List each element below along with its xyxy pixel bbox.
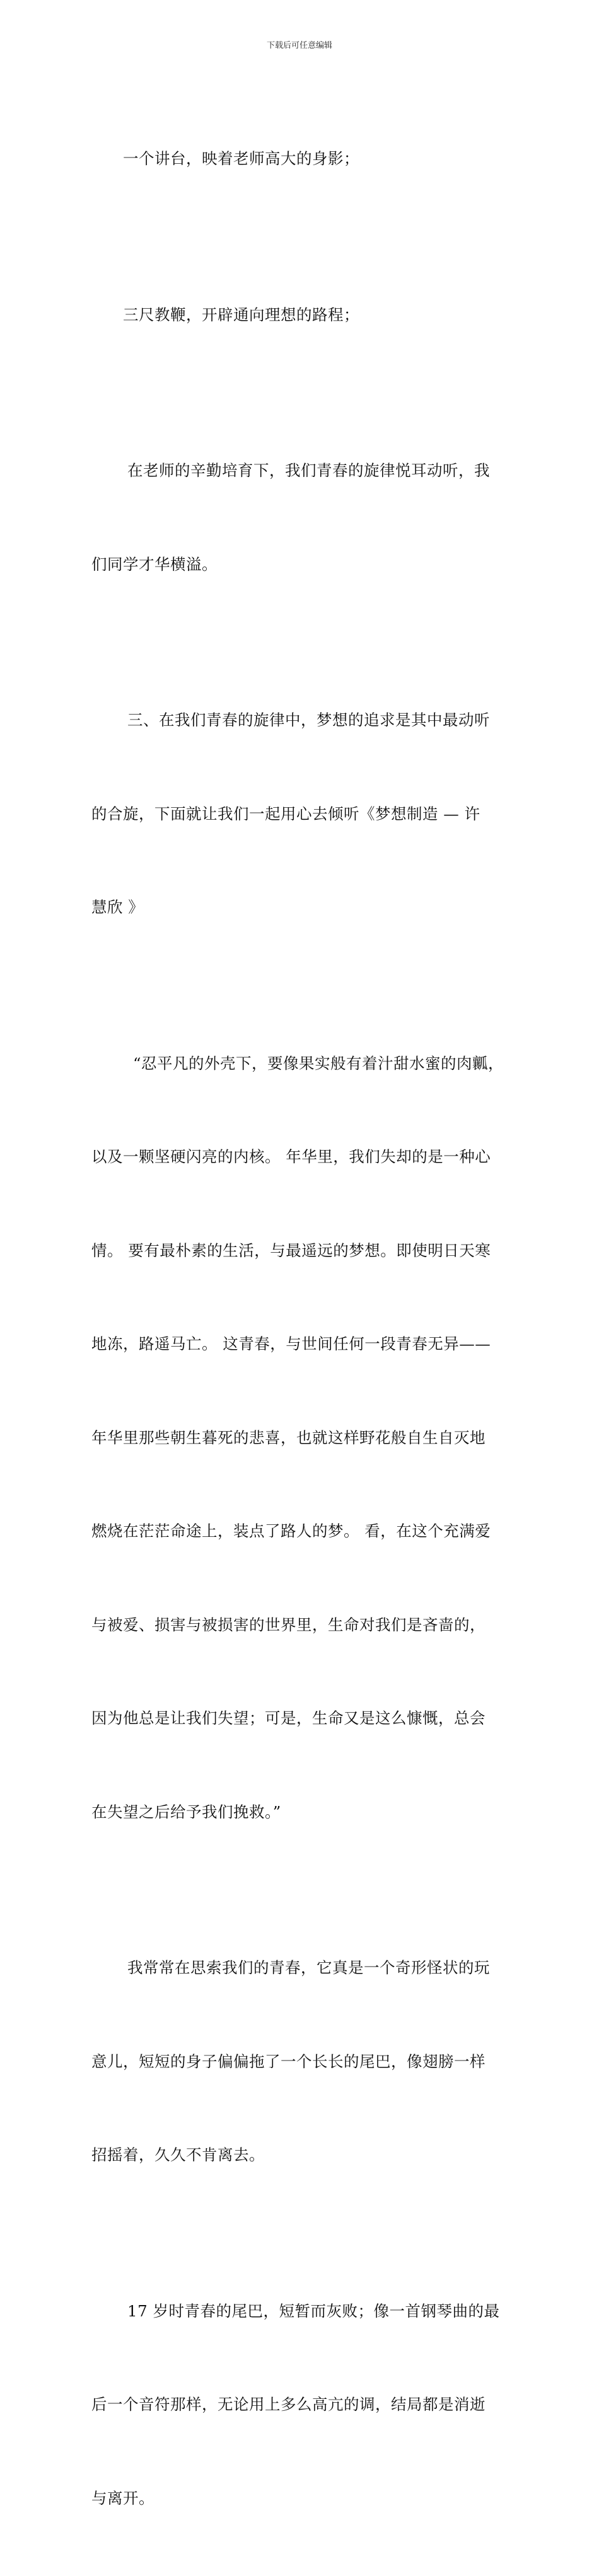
text-line: 年华里那些朝生暮死的悲喜，也就这样野花般自生自灭地 <box>91 1422 509 1454</box>
text-line: 在老师的辛勤培育下，我们青春的旋律悦耳动听，我 <box>91 455 509 486</box>
paragraph-6 <box>91 1890 509 2233</box>
text-line: 的合旋，下面就让我们一起用心去倾听《梦想制造 — 许 <box>91 798 509 830</box>
document-body <box>91 81 509 2576</box>
text-line: 一个讲台，映着老师高大的身影； <box>91 143 509 175</box>
paragraph-1 <box>91 81 509 237</box>
text-line: “忍平凡的外壳下，要像果实般有着汁甜水蜜的肉瓤， <box>91 1048 509 1079</box>
paragraph-5 <box>91 986 509 1890</box>
text-line: 意儿，短短的身子偏偏拖了一个长长的尾巴，像翅膀一样 <box>91 2046 509 2078</box>
text-line: 17 岁时青春的尾巴，短暂而灰败；像一首钢琴曲的最 <box>91 2296 509 2327</box>
text-line: 招摇着，久久不肯离去。 <box>91 2139 509 2171</box>
text-line: 我常常在思索我们的青春，它真是一个奇形怪状的玩 <box>91 1952 509 1984</box>
text-line: 三尺教鞭，开辟通向理想的路程； <box>91 299 509 331</box>
text-line: 们同学才华横溢。 <box>91 549 509 580</box>
text-line: 因为他总是让我们失望；可是，生命又是这么慷慨，总会 <box>91 1703 509 1734</box>
text-line: 与离开。 <box>91 2483 509 2514</box>
text-line: 三、在我们青春的旋律中，梦想的追求是其中最动听 <box>91 704 509 736</box>
text-line: 情。 要有最朴素的生活，与最遥远的梦想。即使明日天寒 <box>91 1235 509 1267</box>
paragraph-2 <box>91 237 509 393</box>
document-page <box>0 0 599 847</box>
text-line: 地冻，路遥马亡。 这青春，与世间任何一段青春无异—— <box>91 1328 509 1360</box>
text-line: 以及一颗坚硬闪亮的内核。 年华里，我们失却的是一种心 <box>91 1141 509 1173</box>
page-header: 下载后可任意编辑 <box>0 40 599 52</box>
paragraph-3 <box>91 393 509 642</box>
text-line: 慧欣 》 <box>91 892 509 923</box>
text-line: 与被爱、损害与被损害的世界里，生命对我们是吝啬的， <box>91 1609 509 1641</box>
paragraph-7 <box>91 2233 509 2576</box>
paragraph-4 <box>91 642 509 986</box>
text-line: 后一个音符那样，无论用上多么高亢的调，结局都是消逝 <box>91 2389 509 2420</box>
text-line: 在失望之后给予我们挽救。” <box>91 1797 509 1828</box>
text-line: 燃烧在茫茫命途上，装点了路人的梦。 看，在这个充满爱 <box>91 1515 509 1547</box>
